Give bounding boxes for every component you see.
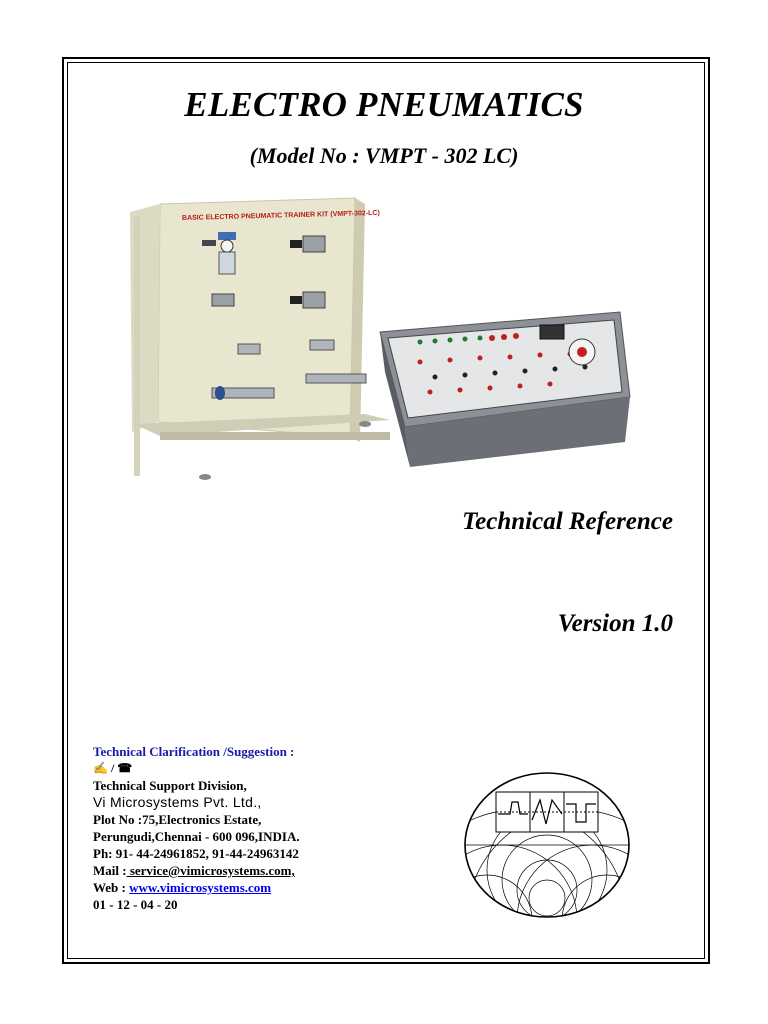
web-label: Web : [93, 880, 126, 895]
contact-heading: Technical Clarification /Suggestion : [93, 744, 295, 759]
mail-address[interactable]: service@vimicrosystems.com, [126, 863, 295, 878]
company-logo [462, 770, 632, 920]
website-link[interactable]: www.vimicrosystems.com [129, 880, 272, 895]
control-console-image [380, 312, 630, 467]
document-type: Technical Reference [462, 508, 673, 535]
trainer-board-image [130, 198, 390, 480]
document-version: Version 1.0 [557, 610, 673, 637]
document-code: 01 - 12 - 04 - 20 [93, 897, 178, 912]
mail-label: Mail : [93, 863, 127, 878]
model-number: (Model No : VMPT - 302 LC) [249, 143, 519, 168]
document-title: ELECTRO PNEUMATICS [184, 85, 584, 124]
mail-line [93, 862, 300, 879]
company-name: Vi Microsystems Pvt. Ltd., [93, 794, 262, 810]
product-photo [120, 192, 650, 492]
web-line [93, 879, 300, 896]
support-division: Technical Support Division, [93, 778, 247, 793]
write-phone-icon: ✍ / ☎ [93, 761, 133, 775]
address-line-2: Perungudi,Chennai - 600 096,INDIA. [93, 829, 300, 844]
panel-heading-text: BASIC ELECTRO PNEUMATIC TRAINER KIT (VMPT-302-LC) [181, 209, 380, 223]
address-line-1: Plot No :75,Electronics Estate, [93, 812, 262, 827]
phone-numbers: Ph: 91- 44-24961852, 91-44-24963142 [93, 846, 299, 861]
contact-block [93, 743, 300, 913]
